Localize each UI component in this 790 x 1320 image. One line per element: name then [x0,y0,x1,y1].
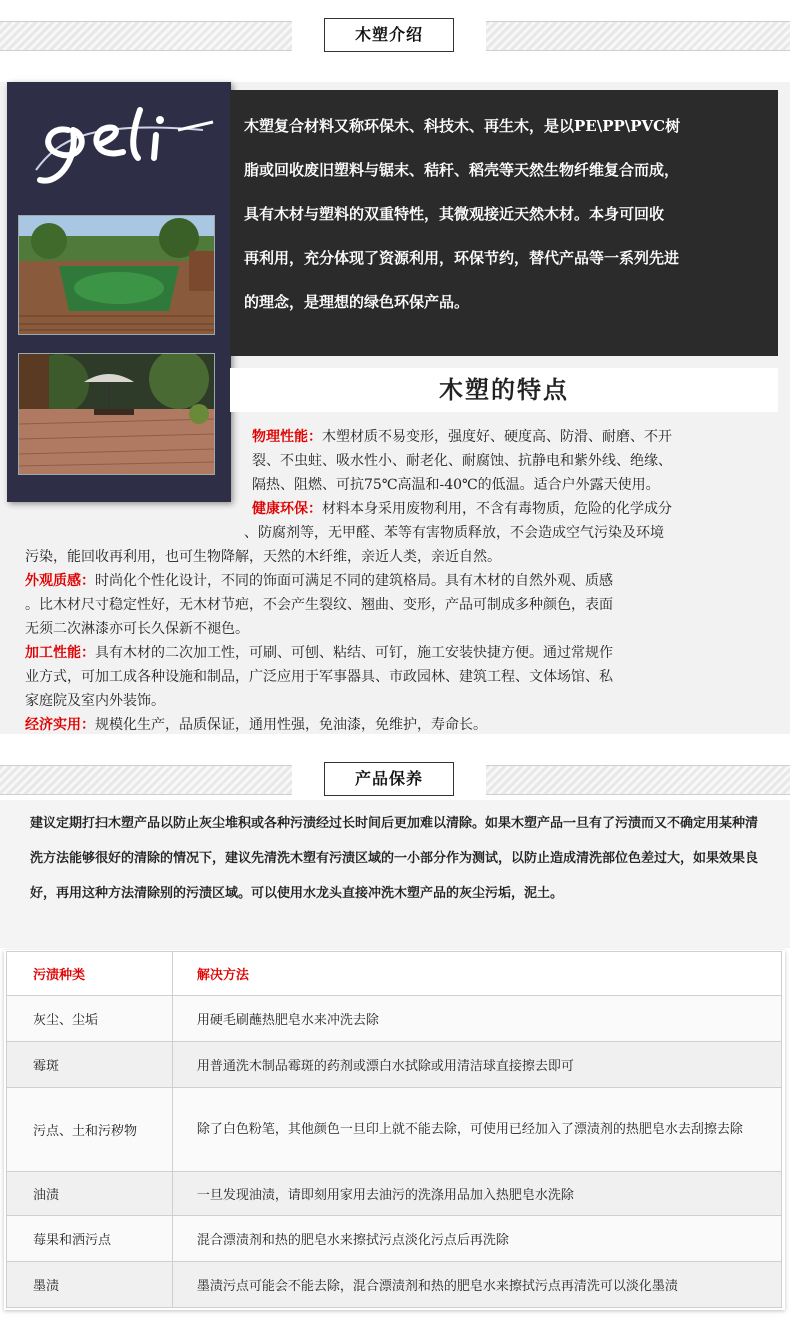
solution: 混合漂渍剂和热的肥皂水来擦拭污点淡化污点后再洗除 [172,1216,781,1262]
header-stripe-left [0,765,292,795]
feature-text: 时尚化个性化设计，不同的饰面可满足不同的建筑格局。具有木材的自然外观、质感 [95,573,613,589]
feature-line: 、防腐剂等，无甲醛、苯等有害物质释放，不会造成空气污染及环境 [244,525,664,541]
stain-type: 墨渍 [7,1262,173,1308]
table-row [7,1042,782,1088]
intro-line: 脂或回收废旧塑料与锯末、秸秆、稻壳等天然生物纤维复合而成， [244,161,680,179]
solution: 一旦发现油渍，请即刻用家用去油污的洗涤用品加入热肥皂水洗除 [172,1172,781,1216]
header-stripe-right [486,765,790,795]
section-header-care [0,762,790,796]
solution: 用硬毛刷蘸热肥皂水来冲洗去除 [172,996,781,1042]
features-title: 木塑的特点 [439,375,569,404]
table-row [7,1262,782,1308]
intro-line: 再利用，充分体现了资源利用，环保节约，替代产品等一系列先进 [244,249,680,267]
solution: 墨渍污点可能会不能去除，混合漂渍剂和热的肥皂水来擦拭污点再清洗可以淡化墨渍 [172,1262,781,1308]
feature-line: 裂、不虫蛀、吸水性小、耐老化、耐腐蚀、抗静电和紫外线、绝缘、 [252,453,672,469]
table-row [7,1088,782,1172]
feature-label: 经济实用： [25,717,95,733]
section-title-intro: 木塑介绍 [324,18,454,52]
garden-deck-photo [18,215,215,335]
stain-type: 灰尘、尘垢 [7,996,173,1042]
solution: 用普通洗木制品霉斑的药剂或漂白水拭除或用清洁球直接擦去即可 [172,1042,781,1088]
feature-label: 物理性能： [252,429,322,445]
header-stripe-left [0,21,292,51]
table-row [7,1172,782,1216]
table-row [7,996,782,1042]
section-title-care: 产品保养 [324,762,454,796]
feature-line: 污染，能回收再利用，也可生物降解，天然的木纤维，亲近人类，亲近自然。 [25,549,501,565]
feature-processing [25,642,613,662]
feature-line: 无须二次淋漆亦可长久保新不褪色。 [25,621,249,637]
header-solution: 解决方法 [172,952,781,996]
stain-type: 莓果和洒污点 [7,1216,173,1262]
patio-deck-photo [18,353,215,475]
solution: 除了白色粉笔，其他颜色一旦印上就不能去除，可使用已经加入了漂渍剂的热肥皂水去刮擦去除 [172,1088,781,1172]
feature-label: 加工性能： [25,645,95,661]
stain-type: 霉斑 [7,1042,173,1088]
table-row [7,1216,782,1262]
feature-physical [252,426,672,446]
section-header-intro [0,18,790,52]
header-stain-type: 污渍种类 [7,952,173,996]
header-stripe-right [486,21,790,51]
intro-line: 木塑复合材料又称环保木、科技木、再生木，是以PE\PP\PVC树 [244,117,681,135]
feature-text: 材料本身采用废物利用，不含有毒物质，危险的化学成分 [322,501,672,517]
care-paragraph: 建议定期打扫木塑产品以防止灰尘堆积或各种污渍经过长时间后更加难以清除。如果木塑产品一旦有了污渍而又不确定用某种清洗方法能够很好的清除的情况下，建议先清洗木塑有污渍区域的一小部分作为测试，以防止造成清洗部位色差过大，如果效果良好，再用这种方法清除别的污渍区域。可以使用水龙头直接冲洗木塑产品的灰尘污垢，泥土。 [30,816,759,901]
feature-text: 具有木材的二次加工性，可刷、可刨、粘结、可钉，施工安装快捷方便。通过常规作 [95,645,613,661]
feature-health [252,498,672,518]
stain-type: 污点、土和污秽物 [7,1088,173,1172]
intro-line: 的理念，是理想的绿色环保产品。 [244,293,470,311]
intro-line: 具有木材与塑料的双重特性，其微观接近天然木材。本身可回收 [244,205,665,223]
feature-appearance [25,570,613,590]
feature-text: 规模化生产，品质保证，通用性强，免油漆，免维护，寿命长。 [95,717,487,733]
feature-line: 家庭院及室内外装饰。 [25,693,165,709]
feature-text: 木塑材质不易变形，强度好、硬度高、防滑、耐磨、不开 [322,429,672,445]
feature-economy [25,714,487,734]
table-header-row [7,952,782,996]
feature-line: 业方式，可加工成各种设施和制品，广泛应用于军事器具、市政园林、建筑工程、文体场馆、私 [25,669,613,685]
stain-table [6,951,782,1308]
feature-line: 隔热、阻燃、可抗75℃高温和-40℃的低温。适合户外露天使用。 [252,477,660,493]
intro-text [244,104,774,324]
brand-logo [28,100,218,192]
feature-label: 外观质感： [25,573,95,589]
feature-line: 。比木材尺寸稳定性好，无木材节疤，不会产生裂纹、翘曲、变形，产品可制成多种颜色，表面 [25,597,613,613]
stain-type: 油渍 [7,1172,173,1216]
feature-label: 健康环保： [252,501,322,517]
